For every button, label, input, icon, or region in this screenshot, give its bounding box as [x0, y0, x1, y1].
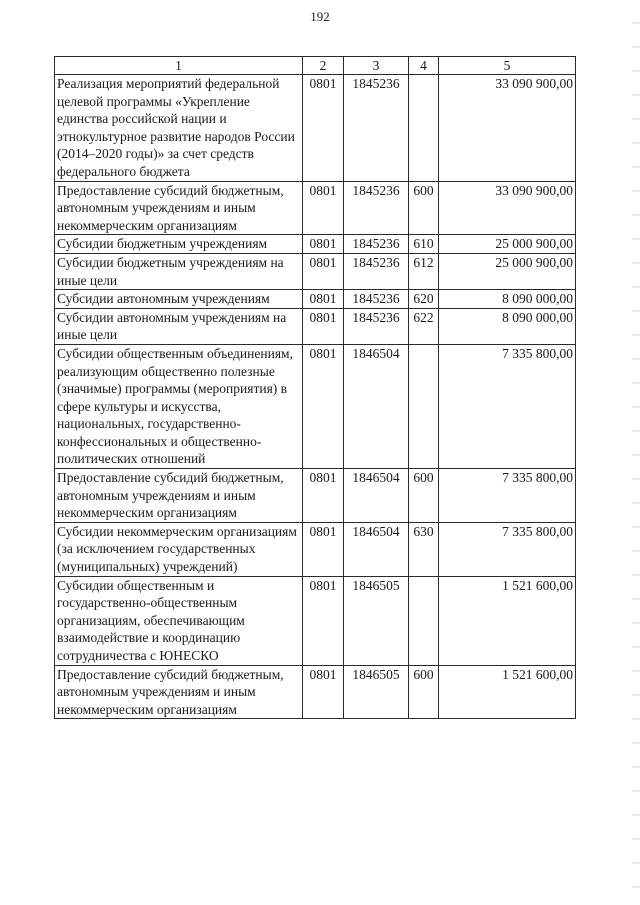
budget-table	[54, 56, 576, 719]
row-amount: 1 521 600,00	[439, 576, 576, 665]
table-row	[55, 344, 576, 468]
row-amount: 1 521 600,00	[439, 665, 576, 719]
table-row	[55, 235, 576, 254]
row-target-code: 1845236	[344, 308, 409, 344]
row-target-code: 1845236	[344, 181, 409, 235]
table-row	[55, 576, 576, 665]
row-name: Субсидии бюджетным учреждениям	[55, 235, 303, 254]
row-name: Предоставление субсидий бюджетным, автономным учреждениям и иным некоммерческим организациям	[55, 181, 303, 235]
row-kind-code	[409, 576, 439, 665]
row-target-code: 1846504	[344, 522, 409, 576]
row-target-code: 1845236	[344, 253, 409, 289]
row-name: Предоставление субсидий бюджетным, автономным учреждениям и иным некоммерческим организациям	[55, 665, 303, 719]
column-header-section: 2	[303, 57, 344, 75]
row-amount: 8 090 000,00	[439, 308, 576, 344]
row-amount: 33 090 900,00	[439, 181, 576, 235]
row-amount: 8 090 000,00	[439, 290, 576, 309]
row-section-code: 0801	[303, 181, 344, 235]
row-amount: 7 335 800,00	[439, 469, 576, 523]
row-section-code: 0801	[303, 235, 344, 254]
row-kind-code: 600	[409, 181, 439, 235]
row-target-code: 1846505	[344, 576, 409, 665]
column-header-target: 3	[344, 57, 409, 75]
table-row	[55, 308, 576, 344]
row-target-code: 1846504	[344, 469, 409, 523]
row-section-code: 0801	[303, 665, 344, 719]
row-name: Субсидии некоммерческим организациям (за исключением государственных (муниципальных) учреждений)	[55, 522, 303, 576]
row-kind-code: 600	[409, 469, 439, 523]
row-kind-code: 630	[409, 522, 439, 576]
column-header-amount: 5	[439, 57, 576, 75]
row-target-code: 1846504	[344, 344, 409, 468]
table-row	[55, 290, 576, 309]
row-amount: 7 335 800,00	[439, 344, 576, 468]
row-name: Субсидии общественным и государственно-общественным организациям, обеспечивающим взаимодействие и координацию сотрудничества с ЮНЕСКО	[55, 576, 303, 665]
row-name: Предоставление субсидий бюджетным, автономным учреждениям и иным некоммерческим организациям	[55, 469, 303, 523]
table-row	[55, 181, 576, 235]
row-section-code: 0801	[303, 469, 344, 523]
column-header-name: 1	[55, 57, 303, 75]
row-amount: 25 000 900,00	[439, 235, 576, 254]
table-row	[55, 253, 576, 289]
scan-edge-marks	[632, 0, 640, 905]
row-section-code: 0801	[303, 253, 344, 289]
row-section-code: 0801	[303, 576, 344, 665]
row-amount: 7 335 800,00	[439, 522, 576, 576]
row-kind-code: 620	[409, 290, 439, 309]
table-row	[55, 522, 576, 576]
row-kind-code: 612	[409, 253, 439, 289]
row-section-code: 0801	[303, 290, 344, 309]
row-kind-code	[409, 75, 439, 182]
row-amount: 33 090 900,00	[439, 75, 576, 182]
row-target-code: 1845236	[344, 290, 409, 309]
row-kind-code	[409, 344, 439, 468]
column-header-kind: 4	[409, 57, 439, 75]
row-kind-code: 610	[409, 235, 439, 254]
row-name: Субсидии автономным учреждениям на иные цели	[55, 308, 303, 344]
row-kind-code: 600	[409, 665, 439, 719]
row-kind-code: 622	[409, 308, 439, 344]
table-row	[55, 469, 576, 523]
row-target-code: 1845236	[344, 75, 409, 182]
row-name: Субсидии общественным объединениям, реализующим общественно полезные (значимые) программы (мероприятия) в сфере культуры и искусства, национальных, государственно-конфессиональных и общественно-политических отношений	[55, 344, 303, 468]
row-name: Субсидии бюджетным учреждениям на иные цели	[55, 253, 303, 289]
row-section-code: 0801	[303, 344, 344, 468]
table-header-row	[55, 57, 576, 75]
row-section-code: 0801	[303, 75, 344, 182]
page-number: 192	[310, 9, 330, 24]
row-section-code: 0801	[303, 308, 344, 344]
row-target-code: 1845236	[344, 235, 409, 254]
row-target-code: 1846505	[344, 665, 409, 719]
row-name: Реализация мероприятий федеральной целевой программы «Укрепление единства российской нации и этнокультурное развитие народов России (2014–2020 годы)» за счет средств федерального бюджета	[55, 75, 303, 182]
row-amount: 25 000 900,00	[439, 253, 576, 289]
table-row	[55, 75, 576, 182]
table-row	[55, 665, 576, 719]
row-name: Субсидии автономным учреждениям	[55, 290, 303, 309]
row-section-code: 0801	[303, 522, 344, 576]
